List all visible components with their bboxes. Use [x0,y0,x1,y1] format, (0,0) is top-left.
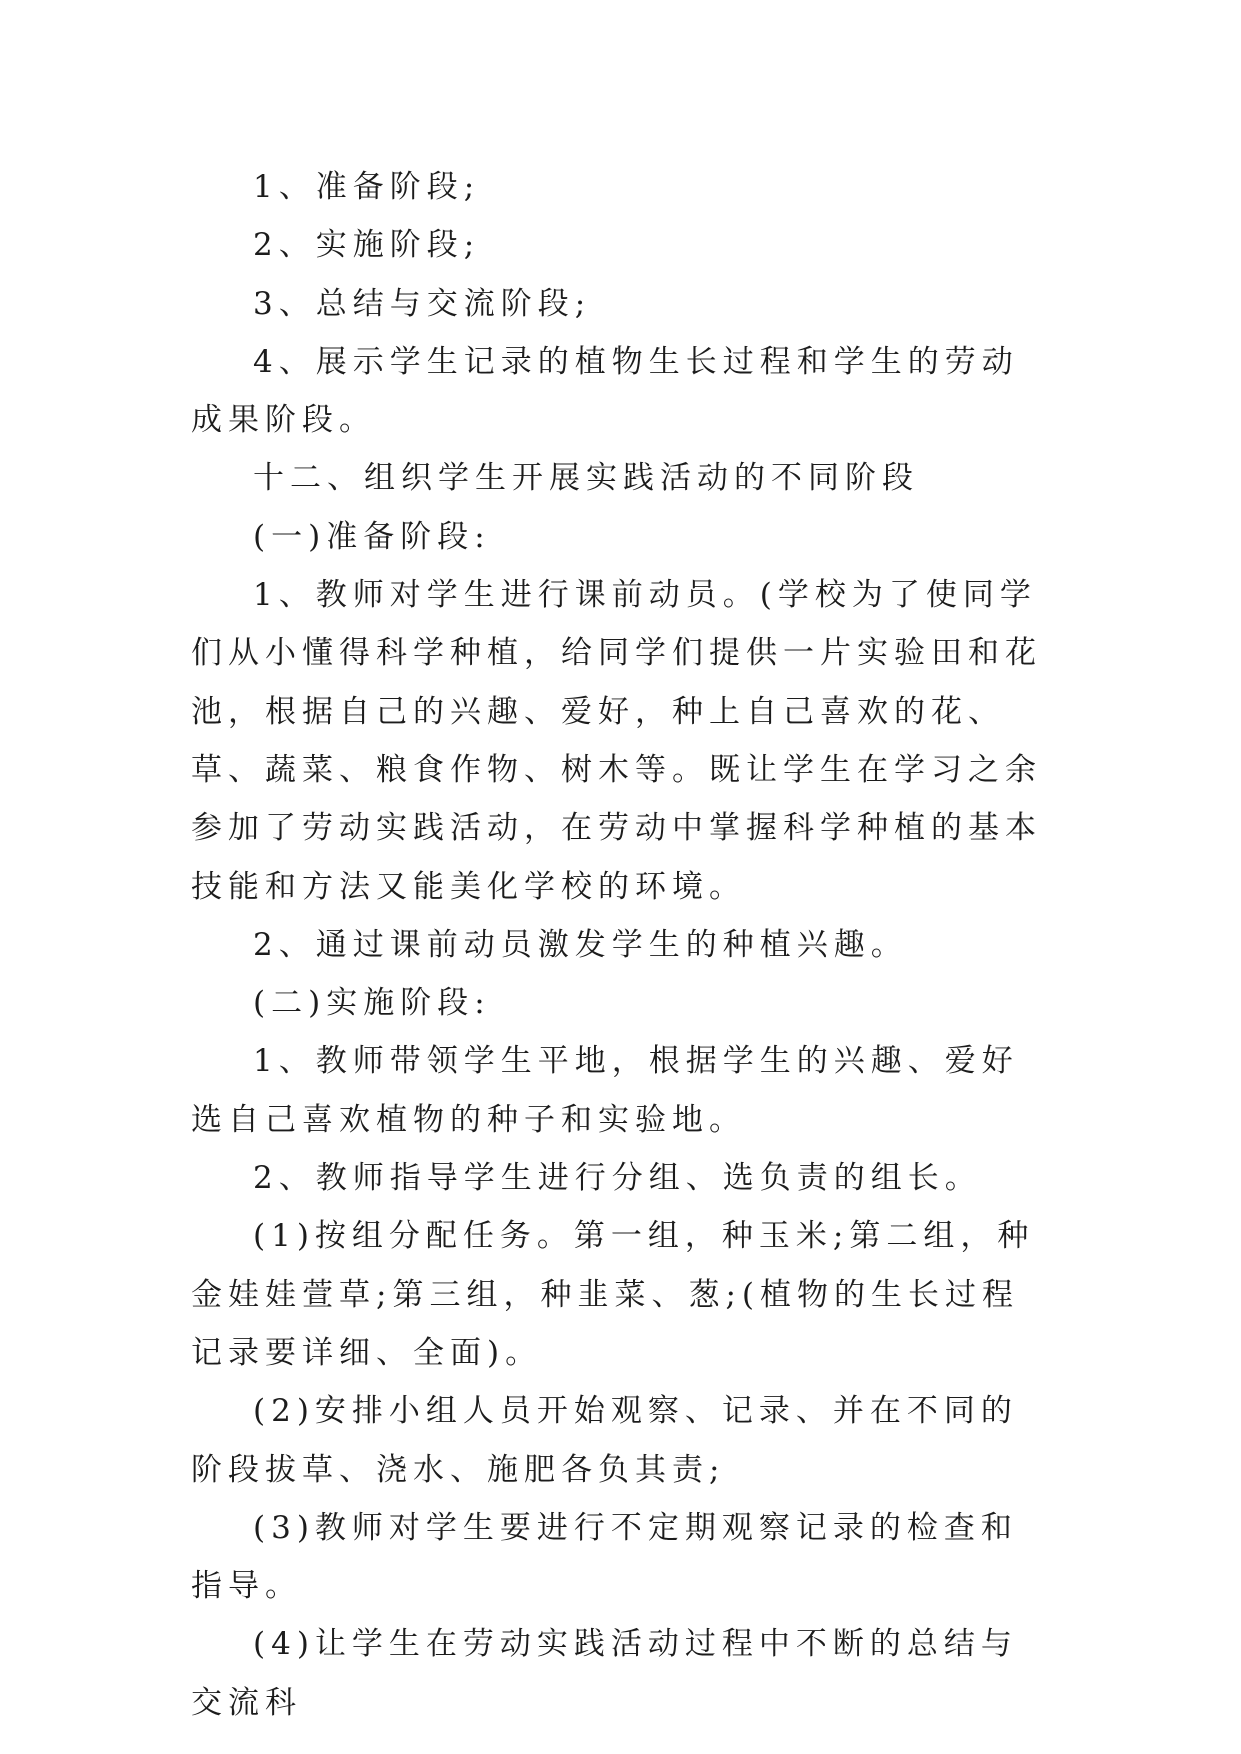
paragraph: 1、准备阶段; [253,169,481,205]
paragraph: (1)按组分配任务。第一组，种玉米;第二组，种金娃娃萱草;第三组，种韭菜、葱;(植物的生长过程记录要详细、全面)。 [191,1218,1035,1371]
paragraph: 2、教师指导学生进行分组、选负责的组长。 [253,1160,982,1197]
paragraph: 2、通过课前动员激发学生的种植兴趣。 [253,926,908,963]
paragraph: 4、展示学生记录的植物生长过程和学生的劳动成果阶段。 [191,343,1019,439]
paragraph: 3、总结与交流阶段; [253,285,592,322]
paragraph: (3)教师对学生要进行不定期观察记录的检查和指导。 [191,1509,1018,1605]
paragraph: 2、实施阶段; [253,227,481,264]
document-body [191,158,1051,1732]
paragraph: (2)安排小组人员开始观察、记录、并在不同的阶段拔草、浇水、施肥各负其责; [191,1393,1018,1488]
subsection-heading: (二)实施阶段: [253,985,491,1022]
paragraph: 1、教师对学生进行课前动员。(学校为了使同学们从小懂得科学种植，给同学们提供一片实验田和花池，根据自己的兴趣、爱好，种上自己喜欢的花、草、蔬菜、粮食作物、树木等。既让学生在学习之余参加了劳动实践活动，在劳动中掌握科学种植的基本技能和方法又能美化学校的环境。 [191,577,1042,905]
section-heading: 十二、组织学生开展实践活动的不同阶段 [253,460,919,497]
subsection-heading: (一)准备阶段: [253,518,491,555]
paragraph: (4)让学生在劳动实践活动过程中不断的总结与交流科 [191,1626,1018,1721]
paragraph: 1、教师带领学生平地，根据学生的兴趣、爱好选自己喜欢植物的种子和实验地。 [191,1043,1019,1138]
